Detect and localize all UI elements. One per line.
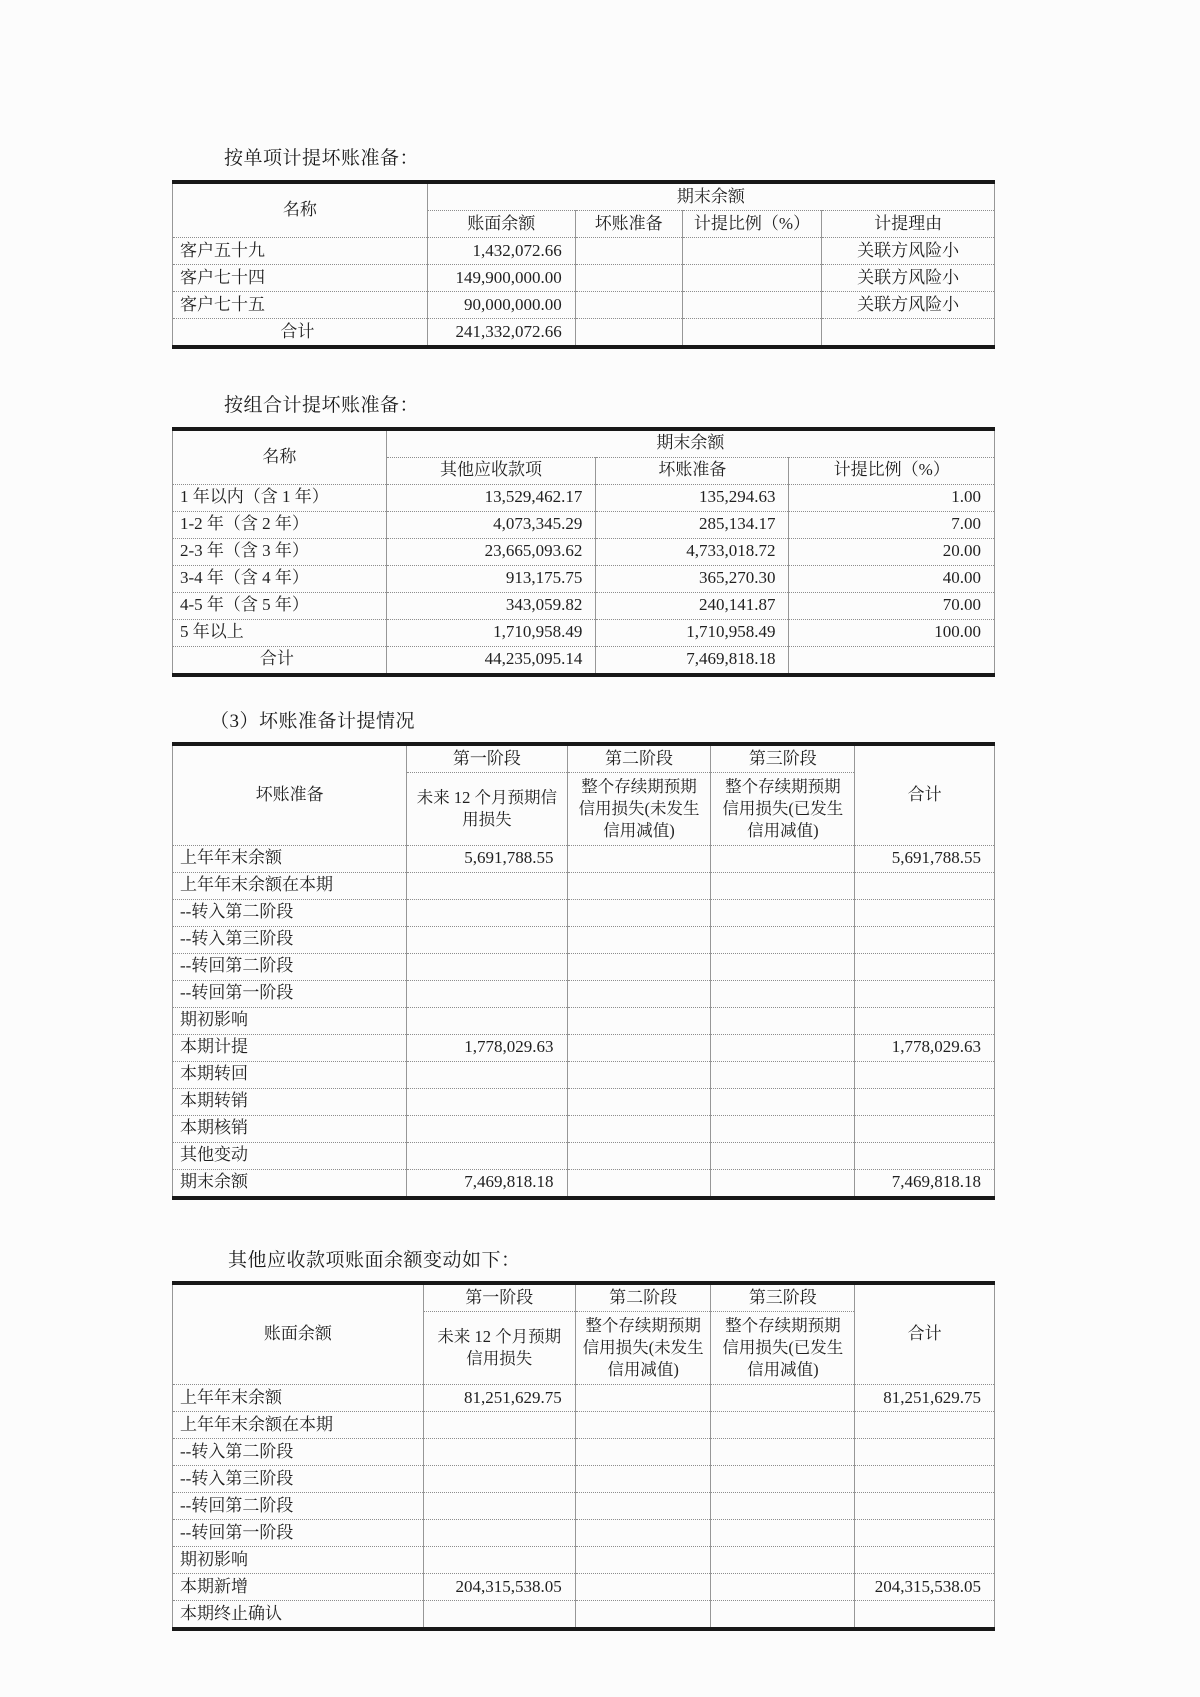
stage2-value-cell: [567, 1007, 711, 1034]
provision-reason-cell: [822, 318, 995, 347]
table-row: [173, 1061, 995, 1088]
row-label-cell: 5 年以上: [173, 619, 387, 646]
stage1-value-cell: 5,691,788.55: [407, 845, 567, 872]
total-value-cell: [855, 1492, 995, 1519]
stage3-value-cell: [711, 1384, 855, 1411]
stage1-header: 第一阶段: [423, 1283, 575, 1312]
stage1-value-cell: [407, 1088, 567, 1115]
stage3-value-cell: [711, 1546, 855, 1573]
row-label-cell: --转入第二阶段: [173, 1438, 424, 1465]
other-receivables-cell: 23,665,093.62: [386, 538, 596, 565]
provision-ratio-cell: [682, 237, 822, 264]
total-value-cell: [855, 1088, 995, 1115]
table-row: [173, 899, 995, 926]
table-header-row: [173, 182, 995, 211]
provision-reason-cell: 关联方风险小: [822, 264, 995, 291]
table-header-row: [173, 1283, 995, 1312]
name-column-header: 名称: [173, 182, 428, 238]
stage2-value-cell: [567, 872, 711, 899]
row-label-cell: 本期新增: [173, 1573, 424, 1600]
row-label-cell: 客户五十九: [173, 237, 428, 264]
table-row: [173, 1115, 995, 1142]
individual-provision-table: [172, 180, 995, 349]
total-value-cell: [855, 1438, 995, 1465]
stage3-value-cell: [711, 845, 855, 872]
stage2-header: 第二阶段: [575, 1283, 711, 1312]
row-label-cell: 其他变动: [173, 1142, 407, 1169]
section-title-group-provision: 按组合计提坏账准备：: [224, 394, 420, 416]
row-label-cell: 上年年末余额: [173, 1384, 424, 1411]
stage2-value-cell: [575, 1600, 711, 1629]
stage3-value-cell: [711, 953, 855, 980]
table-row: [173, 237, 995, 264]
table-row: [173, 264, 995, 291]
stage1-description-header: 未来 12 个月预期信用损失: [407, 773, 567, 845]
row-label-cell: 1 年以内（含 1 年）: [173, 484, 387, 511]
stage3-value-cell: [711, 1034, 855, 1061]
stage1-value-cell: 81,251,629.75: [423, 1384, 575, 1411]
provision-reason-cell: 关联方风险小: [822, 291, 995, 318]
provision-stage-table: [172, 742, 995, 1199]
total-value-cell: [855, 1061, 995, 1088]
stage3-value-cell: [711, 1411, 855, 1438]
book-balance-cell: 90,000,000.00: [427, 291, 575, 318]
table-row: [173, 1034, 995, 1061]
stage2-value-cell: [567, 1061, 711, 1088]
stage3-value-cell: [711, 1088, 855, 1115]
total-column-header: 合计: [855, 744, 995, 845]
row-label-cell: 合计: [173, 646, 387, 675]
bad-debt-provision-corner-header: 坏账准备: [173, 744, 407, 845]
row-label-cell: 本期计提: [173, 1034, 407, 1061]
table-row: [173, 592, 995, 619]
table-row: [173, 980, 995, 1007]
provision-ratio-cell: 7.00: [789, 511, 995, 538]
stage2-value-cell: [575, 1384, 711, 1411]
total-value-cell: 81,251,629.75: [855, 1384, 995, 1411]
total-column-header: 合计: [855, 1283, 995, 1384]
other-receivables-cell: 13,529,462.17: [386, 484, 596, 511]
row-label-cell: --转入第二阶段: [173, 899, 407, 926]
stage1-value-cell: 204,315,538.05: [423, 1573, 575, 1600]
row-label-cell: --转回第一阶段: [173, 1519, 424, 1546]
bad-debt-provision-cell: 7,469,818.18: [596, 646, 789, 675]
table-row: [173, 1546, 995, 1573]
stage2-value-cell: [575, 1519, 711, 1546]
document-page: [172, 0, 995, 1631]
table-row: [173, 1519, 995, 1546]
stage2-value-cell: [567, 1169, 711, 1198]
section-title-individual-provision: 按单项计提坏账准备：: [224, 148, 420, 169]
stage1-value-cell: [423, 1411, 575, 1438]
table-row: [173, 511, 995, 538]
stage3-description-header: 整个存续期预期信用损失(已发生信用减值): [711, 1312, 855, 1384]
group-provision-table: [172, 427, 995, 677]
book-balance-cell: 149,900,000.00: [427, 264, 575, 291]
other-receivables-cell: 4,073,345.29: [386, 511, 596, 538]
stage1-value-cell: [407, 899, 567, 926]
stage3-header: 第三阶段: [711, 744, 855, 773]
other-receivables-cell: 343,059.82: [386, 592, 596, 619]
table-row: [173, 1600, 995, 1629]
stage1-value-cell: [407, 980, 567, 1007]
bad-debt-provision-cell: 240,141.87: [596, 592, 789, 619]
stage3-value-cell: [711, 1061, 855, 1088]
section-title-provision-stages: （3）坏账准备计提情况: [210, 710, 416, 732]
stage2-description-header: 整个存续期预期信用损失(未发生信用减值): [567, 773, 711, 845]
stage3-description-header: 整个存续期预期信用损失(已发生信用减值): [711, 773, 855, 845]
stage1-value-cell: [407, 1061, 567, 1088]
total-value-cell: 204,315,538.05: [855, 1573, 995, 1600]
stage1-value-cell: [423, 1492, 575, 1519]
stage3-value-cell: [711, 1492, 855, 1519]
stage3-value-cell: [711, 1142, 855, 1169]
stage2-value-cell: [567, 1115, 711, 1142]
row-label-cell: 客户七十四: [173, 264, 428, 291]
bad-debt-provision-cell: [575, 264, 682, 291]
provision-ratio-cell: 40.00: [789, 565, 995, 592]
row-label-cell: 3-4 年（含 4 年）: [173, 565, 387, 592]
stage3-value-cell: [711, 1465, 855, 1492]
row-label-cell: 本期核销: [173, 1115, 407, 1142]
table-row: [173, 1169, 995, 1198]
table-row: [173, 484, 995, 511]
total-value-cell: [855, 1142, 995, 1169]
table-row: [173, 538, 995, 565]
stage3-value-cell: [711, 1573, 855, 1600]
total-value-cell: [855, 1007, 995, 1034]
total-value-cell: [855, 899, 995, 926]
stage2-value-cell: [575, 1546, 711, 1573]
other-receivables-cell: 44,235,095.14: [386, 646, 596, 675]
stage1-value-cell: [407, 1007, 567, 1034]
bad-debt-provision-header: 坏账准备: [575, 210, 682, 237]
bad-debt-provision-cell: [575, 318, 682, 347]
total-value-cell: 1,778,029.63: [855, 1034, 995, 1061]
provision-reason-cell: 关联方风险小: [822, 237, 995, 264]
total-value-cell: [855, 1546, 995, 1573]
row-label-cell: 期初影响: [173, 1007, 407, 1034]
stage1-description-header: 未来 12 个月预期信用损失: [423, 1312, 575, 1384]
stage2-value-cell: [567, 1088, 711, 1115]
row-label-cell: 本期转销: [173, 1088, 407, 1115]
stage3-value-cell: [711, 926, 855, 953]
stage2-value-cell: [567, 899, 711, 926]
bad-debt-provision-header: 坏账准备: [596, 457, 789, 484]
total-value-cell: [855, 980, 995, 1007]
stage2-header: 第二阶段: [567, 744, 711, 773]
book-balance-cell: 1,432,072.66: [427, 237, 575, 264]
row-label-cell: 本期终止确认: [173, 1600, 424, 1629]
provision-ratio-cell: [789, 646, 995, 675]
row-label-cell: 上年年末余额在本期: [173, 872, 407, 899]
bad-debt-provision-cell: 365,270.30: [596, 565, 789, 592]
stage3-value-cell: [711, 1169, 855, 1198]
stage2-value-cell: [567, 1142, 711, 1169]
row-label-cell: 合计: [173, 318, 428, 347]
stage3-value-cell: [711, 1600, 855, 1629]
provision-reason-header: 计提理由: [822, 210, 995, 237]
row-label-cell: --转入第三阶段: [173, 926, 407, 953]
row-label-cell: --转入第三阶段: [173, 1465, 424, 1492]
table-row: [173, 646, 995, 675]
stage2-value-cell: [567, 980, 711, 1007]
row-label-cell: 4-5 年（含 5 年）: [173, 592, 387, 619]
stage1-value-cell: [423, 1519, 575, 1546]
stage2-value-cell: [567, 926, 711, 953]
bad-debt-provision-cell: 135,294.63: [596, 484, 789, 511]
provision-ratio-cell: [682, 264, 822, 291]
stage3-value-cell: [711, 1115, 855, 1142]
table-row: [173, 1142, 995, 1169]
ending-balance-span-header: 期末余额: [427, 182, 994, 211]
table-row: [173, 318, 995, 347]
other-receivables-header: 其他应收款项: [386, 457, 596, 484]
stage3-value-cell: [711, 1007, 855, 1034]
name-column-header: 名称: [173, 429, 387, 485]
provision-ratio-cell: 1.00: [789, 484, 995, 511]
provision-ratio-cell: 20.00: [789, 538, 995, 565]
total-value-cell: [855, 1519, 995, 1546]
stage2-value-cell: [575, 1492, 711, 1519]
total-value-cell: 5,691,788.55: [855, 845, 995, 872]
total-value-cell: [855, 1465, 995, 1492]
provision-ratio-cell: 70.00: [789, 592, 995, 619]
stage1-value-cell: [423, 1546, 575, 1573]
table-row: [173, 926, 995, 953]
stage2-value-cell: [575, 1411, 711, 1438]
provision-ratio-cell: [682, 291, 822, 318]
stage2-value-cell: [567, 845, 711, 872]
total-value-cell: 7,469,818.18: [855, 1169, 995, 1198]
stage1-value-cell: [407, 1142, 567, 1169]
table-row: [173, 1573, 995, 1600]
provision-ratio-header: 计提比例（%）: [682, 210, 822, 237]
other-receivables-cell: 913,175.75: [386, 565, 596, 592]
stage1-value-cell: [423, 1600, 575, 1629]
row-label-cell: 期初影响: [173, 1546, 424, 1573]
provision-ratio-header: 计提比例（%）: [789, 457, 995, 484]
stage2-value-cell: [567, 1034, 711, 1061]
ending-balance-span-header: 期末余额: [386, 429, 994, 458]
stage2-value-cell: [575, 1465, 711, 1492]
stage2-description-header: 整个存续期预期信用损失(未发生信用减值): [575, 1312, 711, 1384]
provision-ratio-cell: [682, 318, 822, 347]
stage2-value-cell: [575, 1438, 711, 1465]
stage1-value-cell: [407, 1115, 567, 1142]
row-label-cell: 1-2 年（含 2 年）: [173, 511, 387, 538]
row-label-cell: 客户七十五: [173, 291, 428, 318]
total-value-cell: [855, 926, 995, 953]
table-row: [173, 1007, 995, 1034]
row-label-cell: 期末余额: [173, 1169, 407, 1198]
table-row: [173, 1465, 995, 1492]
table-row: [173, 1088, 995, 1115]
table-header-row: [173, 744, 995, 773]
bad-debt-provision-cell: [575, 291, 682, 318]
stage1-value-cell: [423, 1465, 575, 1492]
stage3-header: 第三阶段: [711, 1283, 855, 1312]
book-balance-header: 账面余额: [427, 210, 575, 237]
row-label-cell: --转回第二阶段: [173, 953, 407, 980]
stage1-value-cell: [407, 926, 567, 953]
book-balance-corner-header: 账面余额: [173, 1283, 424, 1384]
section-title-balance-changes: 其他应收款项账面余额变动如下：: [228, 1249, 521, 1271]
stage1-value-cell: [423, 1438, 575, 1465]
bad-debt-provision-cell: 285,134.17: [596, 511, 789, 538]
row-label-cell: 上年年末余额: [173, 845, 407, 872]
bad-debt-provision-cell: [575, 237, 682, 264]
table-row: [173, 1438, 995, 1465]
stage1-header: 第一阶段: [407, 744, 567, 773]
total-value-cell: [855, 872, 995, 899]
table-row: [173, 291, 995, 318]
row-label-cell: --转回第二阶段: [173, 1492, 424, 1519]
bad-debt-provision-cell: 4,733,018.72: [596, 538, 789, 565]
provision-ratio-cell: 100.00: [789, 619, 995, 646]
stage3-value-cell: [711, 899, 855, 926]
stage3-value-cell: [711, 980, 855, 1007]
total-value-cell: [855, 953, 995, 980]
stage3-value-cell: [711, 1519, 855, 1546]
row-label-cell: 本期转回: [173, 1061, 407, 1088]
stage2-value-cell: [575, 1573, 711, 1600]
other-receivables-cell: 1,710,958.49: [386, 619, 596, 646]
table-row: [173, 1384, 995, 1411]
balance-change-table: [172, 1281, 995, 1630]
row-label-cell: 2-3 年（含 3 年）: [173, 538, 387, 565]
table-row: [173, 1411, 995, 1438]
stage2-value-cell: [567, 953, 711, 980]
stage3-value-cell: [711, 872, 855, 899]
stage1-value-cell: 1,778,029.63: [407, 1034, 567, 1061]
table-row: [173, 1492, 995, 1519]
bad-debt-provision-cell: 1,710,958.49: [596, 619, 789, 646]
row-label-cell: --转回第一阶段: [173, 980, 407, 1007]
row-label-cell: 上年年末余额在本期: [173, 1411, 424, 1438]
total-value-cell: [855, 1411, 995, 1438]
stage1-value-cell: [407, 953, 567, 980]
total-value-cell: [855, 1600, 995, 1629]
stage1-value-cell: [407, 872, 567, 899]
table-row: [173, 872, 995, 899]
book-balance-cell: 241,332,072.66: [427, 318, 575, 347]
table-header-row: [173, 429, 995, 458]
table-row: [173, 845, 995, 872]
stage1-value-cell: 7,469,818.18: [407, 1169, 567, 1198]
table-row: [173, 619, 995, 646]
table-row: [173, 953, 995, 980]
total-value-cell: [855, 1115, 995, 1142]
table-row: [173, 565, 995, 592]
stage3-value-cell: [711, 1438, 855, 1465]
